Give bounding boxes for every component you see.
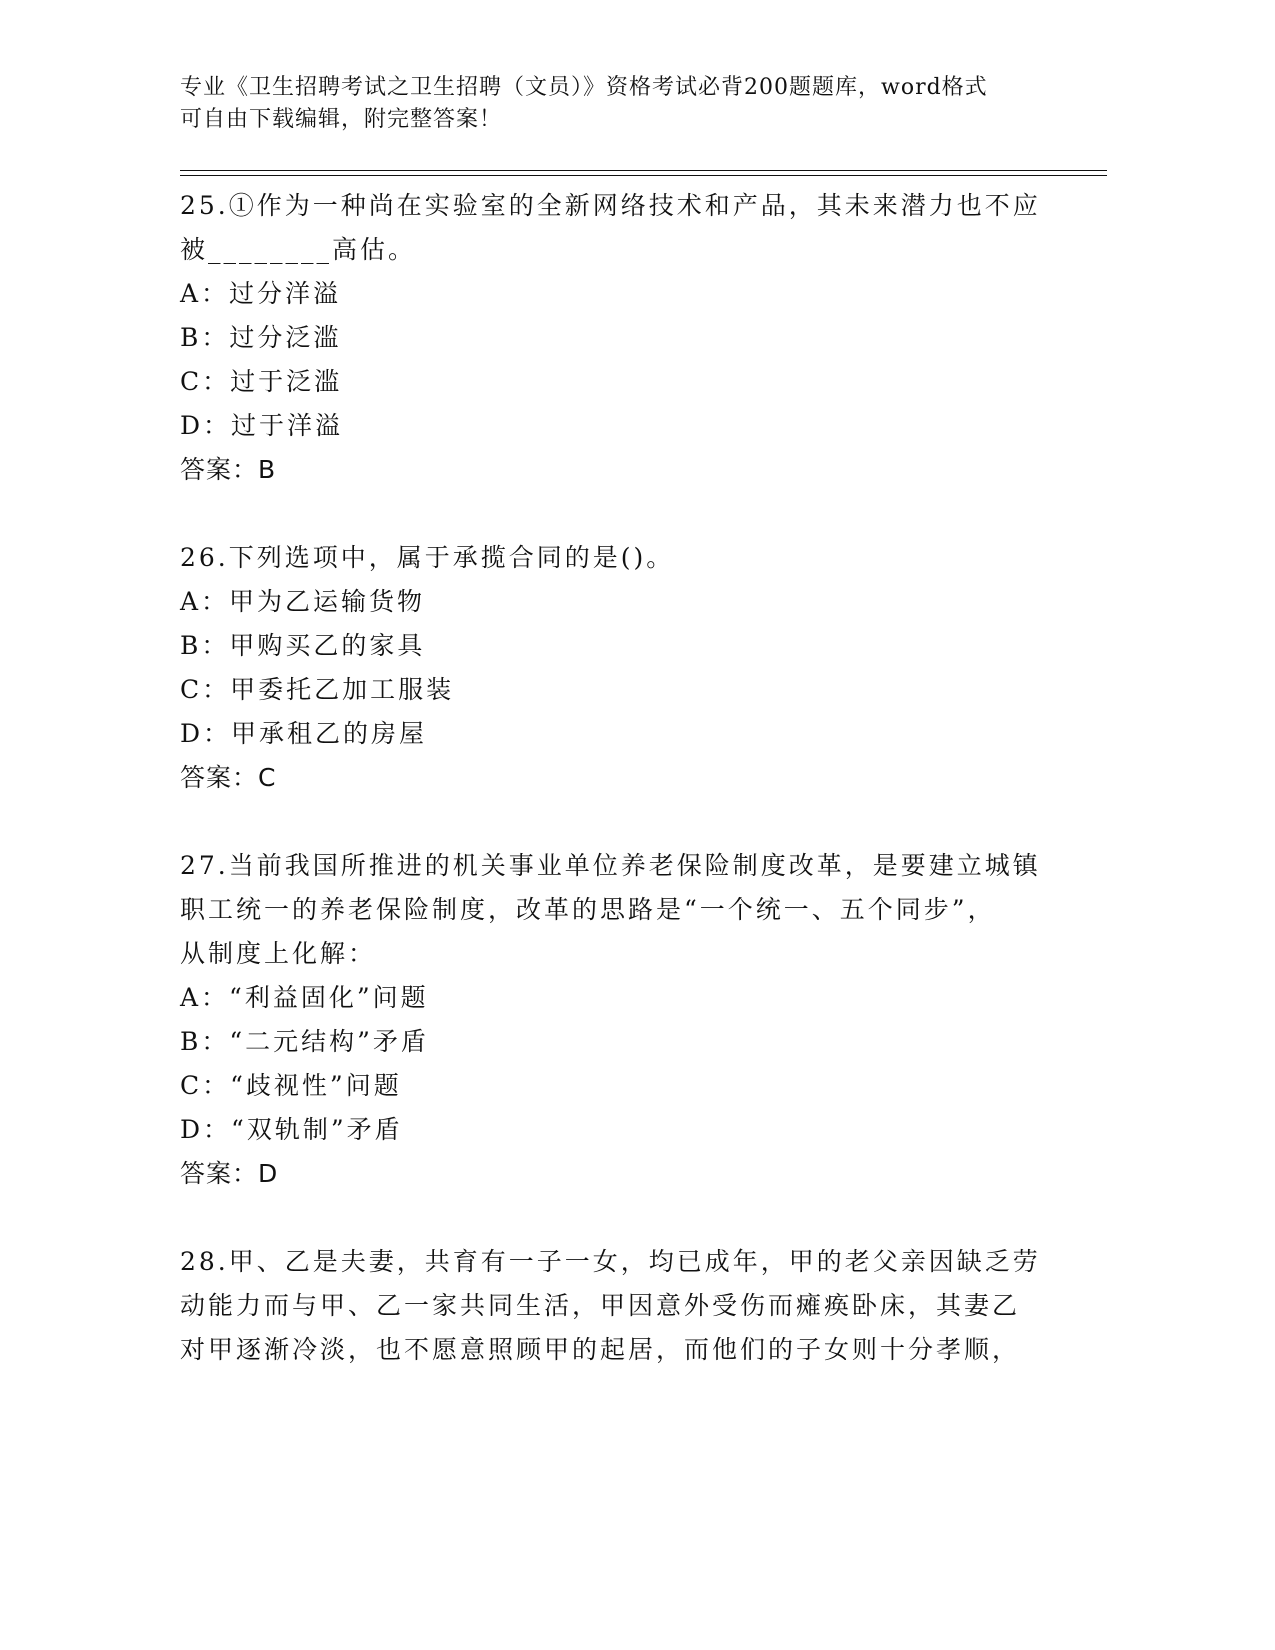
question-text-line: 27.当前我国所推进的机关事业单位养老保险制度改革，是要建立城镇 [180,851,1041,880]
header-line-2: 可自由下载编辑，附完整答案！ [180,107,503,132]
option-a: A：甲为乙运输货物 [180,587,426,616]
question-text-line: 被________高估。 [180,235,417,264]
option-c: C：甲委托乙加工服装 [180,675,455,704]
header-divider-bottom [180,175,1107,176]
option-b: B：“二元结构”矛盾 [180,1027,429,1056]
header-divider-top [180,170,1107,171]
question-text-line: 从制度上化解： [180,939,377,968]
question-text-line: 动能力而与甲、乙一家共同生活，甲因意外受伤而瘫痪卧床，其妻乙 [180,1291,1021,1320]
question-text-line: 职工统一的养老保险制度，改革的思路是“一个统一、五个同步”， [180,895,996,924]
question-text-line: 26.下列选项中，属于承揽合同的是()。 [180,543,675,572]
option-d: D：甲承租乙的房屋 [180,719,428,748]
question-27 [180,844,1060,1196]
header-line-1: 专业《卫生招聘考试之卫生招聘（文员）》资格考试必背200题题库，word格式 [180,75,988,100]
question-text-line: 25.①作为一种尚在实验室的全新网络技术和产品，其未来潜力也不应 [180,191,1041,220]
question-25 [180,184,1060,492]
document-header [180,72,1060,136]
question-text-line: 对甲逐渐冷淡，也不愿意照顾甲的起居，而他们的子女则十分孝顺， [180,1335,1021,1364]
option-d: D：过于洋溢 [180,411,344,440]
option-b: B：过分泛滥 [180,323,342,352]
answer: 答案：C [180,763,277,792]
question-text-line: 28.甲、乙是夫妻，共育有一子一女，均已成年，甲的老父亲因缺乏劳 [180,1247,1041,1276]
option-d: D：“双轨制”矛盾 [180,1115,403,1144]
question-list [180,184,1060,1416]
answer: 答案：D [180,1159,279,1188]
answer: 答案：B [180,455,277,484]
question-28 [180,1240,1060,1372]
option-c: C：“歧视性”问题 [180,1071,402,1100]
question-26 [180,536,1060,800]
option-c: C：过于泛滥 [180,367,343,396]
option-b: B：甲购买乙的家具 [180,631,426,660]
option-a: A：“利益固化”问题 [180,983,429,1012]
option-a: A：过分洋溢 [180,279,342,308]
